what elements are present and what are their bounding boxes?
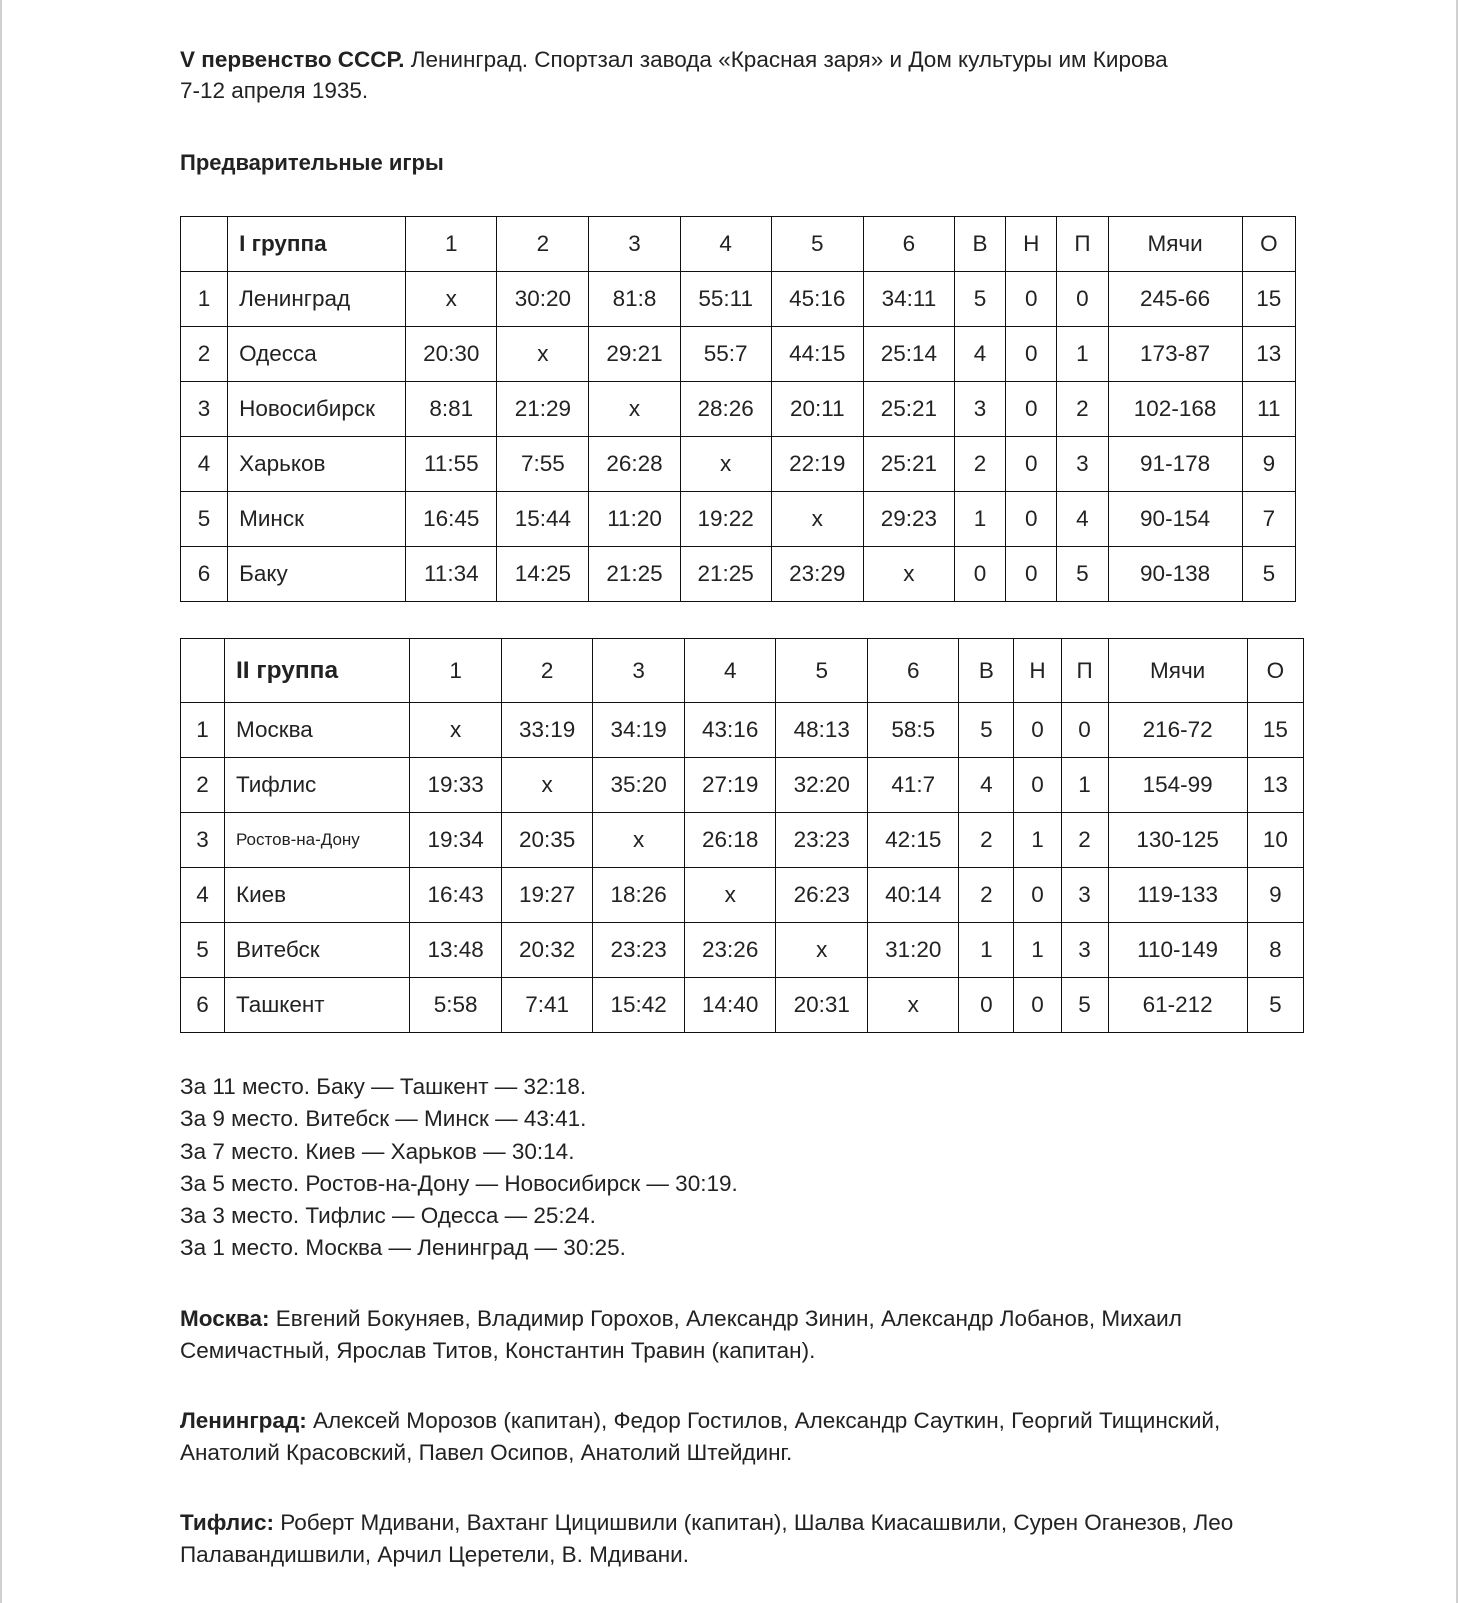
score-cell: 55:7 [680,327,771,382]
roster-team: Тифлис: [180,1509,274,1535]
score-cell: 11:34 [406,547,497,602]
team-name: Киев [224,868,409,923]
score-cell: 33:19 [502,703,593,758]
score-cell: 3 [1061,923,1108,978]
placement-line: За 5 место. Ростов-на-Дону — Новосибирск — 30:19. [180,1170,738,1196]
header-cell: 1 [410,639,502,703]
score-cell: x [771,492,863,547]
score-cell: 2 [954,437,1005,492]
team-name: Новосибирск [228,382,406,437]
score-cell: 173-87 [1108,327,1242,382]
score-cell: 15 [1247,703,1303,758]
score-cell: 20:32 [502,923,593,978]
score-cell: 32:20 [776,758,868,813]
score-cell: 0 [1006,437,1057,492]
score-cell: 0 [1014,703,1061,758]
score-cell: 20:35 [502,813,593,868]
team-name: Минск [228,492,406,547]
score-cell: 2 [1061,813,1108,868]
document-content [180,44,1320,1571]
group2-table [180,638,1304,1033]
row-number: 2 [181,758,225,813]
score-cell: 2 [959,868,1014,923]
row-number: 5 [181,923,225,978]
header-cell: Н [1014,639,1061,703]
score-cell: 13 [1247,758,1303,813]
row-number: 3 [181,382,228,437]
score-cell: 21:25 [680,547,771,602]
header-cell: 4 [680,217,771,272]
score-cell: x [589,382,680,437]
score-cell: 23:26 [685,923,776,978]
score-cell: 1 [959,923,1014,978]
group1-title: I группа [228,217,406,272]
score-cell: 55:11 [680,272,771,327]
score-cell: x [502,758,593,813]
score-cell: 23:29 [771,547,863,602]
header-cell: 5 [776,639,868,703]
score-cell: 13 [1242,327,1295,382]
score-cell: x [680,437,771,492]
team-name: Харьков [228,437,406,492]
team-name: Ростов-на-Дону [224,813,409,868]
score-cell: 2 [1057,382,1108,437]
score-cell: 19:27 [502,868,593,923]
score-cell: 5 [1242,547,1295,602]
score-cell: 1 [954,492,1005,547]
score-cell: 1 [1061,758,1108,813]
score-cell: 5 [1057,547,1108,602]
team-name: Баку [228,547,406,602]
score-cell: 28:26 [680,382,771,437]
score-cell: 1 [1057,327,1108,382]
score-cell: 0 [1057,272,1108,327]
score-cell: 90-138 [1108,547,1242,602]
header-cell: Мячи [1108,217,1242,272]
section-title: Предварительные игры [180,150,444,175]
score-cell: 27:19 [685,758,776,813]
header-cell: П [1057,217,1108,272]
score-cell: 22:19 [771,437,863,492]
score-cell: 1 [1014,813,1061,868]
row-number: 1 [181,272,228,327]
score-cell: 0 [954,547,1005,602]
score-cell: 21:25 [589,547,680,602]
header-blank [181,217,228,272]
score-cell: 8:81 [406,382,497,437]
score-cell: 3 [1057,437,1108,492]
table-row [181,547,1296,602]
score-cell: 5 [959,703,1014,758]
group1-table [180,216,1296,602]
score-cell: 119-133 [1108,868,1247,923]
score-cell: 4 [954,327,1005,382]
group2-title: II группа [224,639,409,703]
placement-results [180,1071,1320,1265]
score-cell: 25:21 [863,437,954,492]
score-cell: 3 [1061,868,1108,923]
roster-paragraph [180,1405,1320,1469]
score-cell: 40:14 [868,868,959,923]
score-cell: 31:20 [868,923,959,978]
header-cell: В [959,639,1014,703]
score-cell: 15:44 [497,492,589,547]
row-number: 4 [181,868,225,923]
score-cell: x [406,272,497,327]
score-cell: 7:55 [497,437,589,492]
title-dates: 7-12 апреля 1935. [180,78,369,103]
row-number: 6 [181,547,228,602]
score-cell: 90-154 [1108,492,1242,547]
roster-paragraph [180,1303,1320,1367]
score-cell: 0 [1006,382,1057,437]
score-cell: 26:28 [589,437,680,492]
table-row [181,978,1304,1033]
team-name: Тифлис [224,758,409,813]
placement-line: За 1 место. Москва — Ленинград — 30:25. [180,1235,626,1261]
score-cell: 5 [1061,978,1108,1033]
score-cell: 21:29 [497,382,589,437]
score-cell: 19:22 [680,492,771,547]
score-cell: 216-72 [1108,703,1247,758]
row-number: 3 [181,813,225,868]
score-cell: 23:23 [593,923,685,978]
score-cell: 16:43 [410,868,502,923]
team-rosters [180,1303,1320,1571]
roster-team: Ленинград: [180,1407,307,1433]
score-cell: 154-99 [1108,758,1247,813]
header-cell: О [1247,639,1303,703]
score-cell: 9 [1247,868,1303,923]
score-cell: 34:19 [593,703,685,758]
score-cell: 11 [1242,382,1295,437]
score-cell: x [776,923,868,978]
header-cell: 6 [868,639,959,703]
score-cell: 130-125 [1108,813,1247,868]
score-cell: 19:34 [410,813,502,868]
header-blank [181,639,225,703]
header-cell: 4 [685,639,776,703]
roster-players: Алексей Морозов (капитан), Федор Гостилов, Александр Сауткин, Георгий Тищинский, Анатолий Красовский, Павел Осипов, Анатолий Штейдинг. [180,1407,1221,1465]
score-cell: 35:20 [593,758,685,813]
header-cell: 5 [771,217,863,272]
score-cell: 4 [959,758,1014,813]
header-cell: 3 [589,217,680,272]
header-cell: 3 [593,639,685,703]
header-cell: 2 [502,639,593,703]
score-cell: 102-168 [1108,382,1242,437]
roster-paragraph [180,1507,1320,1571]
score-cell: x [497,327,589,382]
score-cell: 8 [1247,923,1303,978]
score-cell: 19:33 [410,758,502,813]
placement-line: За 11 место. Баку — Ташкент — 32:18. [180,1074,587,1099]
score-cell: 43:16 [685,703,776,758]
placement-line: За 9 место. Витебск — Минск — 43:41. [180,1106,587,1132]
placement-line: За 3 место. Тифлис — Одесса — 25:24. [180,1203,596,1229]
roster-team: Москва: [180,1305,270,1331]
group2-header-row [181,639,1304,703]
score-cell: 61-212 [1108,978,1247,1033]
score-cell: 25:14 [863,327,954,382]
table-row [181,327,1296,382]
score-cell: 4 [1057,492,1108,547]
score-cell: x [868,978,959,1033]
score-cell: 14:25 [497,547,589,602]
table-row [181,813,1304,868]
score-cell: 16:45 [406,492,497,547]
team-name: Ленинград [228,272,406,327]
score-cell: 1 [1014,923,1061,978]
score-cell: 15 [1242,272,1295,327]
score-cell: 3 [954,382,1005,437]
row-number: 1 [181,703,225,758]
score-cell: 34:11 [863,272,954,327]
header-cell: В [954,217,1005,272]
score-cell: 14:40 [685,978,776,1033]
score-cell: x [863,547,954,602]
roster-players: Роберт Мдивани, Вахтанг Цицишвили (капитан), Шалва Киасашвили, Сурен Оганезов, Лео Палавандишвили, Арчил Церетели, В. Мдивани. [180,1509,1234,1567]
team-name: Витебск [224,923,409,978]
title-bold: V первенство СССР. [180,47,405,72]
score-cell: x [593,813,685,868]
score-cell: 20:31 [776,978,868,1033]
team-name: Ташкент [224,978,409,1033]
header-cell: О [1242,217,1295,272]
title-rest: Ленинград. Спортзал завода «Красная заря» и Дом культуры им Кирова [404,47,1168,72]
score-cell: 45:16 [771,272,863,327]
score-cell: 5 [1247,978,1303,1033]
header-cell: П [1061,639,1108,703]
score-cell: 29:21 [589,327,680,382]
table-row [181,382,1296,437]
row-number: 6 [181,978,225,1033]
score-cell: 81:8 [589,272,680,327]
score-cell: 0 [959,978,1014,1033]
header-cell: Мячи [1108,639,1247,703]
score-cell: 0 [1006,272,1057,327]
score-cell: 0 [1014,868,1061,923]
placement-line: За 7 место. Киев — Харьков — 30:14. [180,1138,575,1164]
score-cell: 11:55 [406,437,497,492]
header-cell: 6 [863,217,954,272]
score-cell: 0 [1014,978,1061,1033]
document-title [180,44,1320,106]
score-cell: 11:20 [589,492,680,547]
score-cell: 13:48 [410,923,502,978]
score-cell: 5 [954,272,1005,327]
score-cell: 0 [1006,547,1057,602]
score-cell: 26:23 [776,868,868,923]
score-cell: 30:20 [497,272,589,327]
score-cell: 9 [1242,437,1295,492]
score-cell: 2 [959,813,1014,868]
score-cell: 48:13 [776,703,868,758]
table-row [181,437,1296,492]
row-number: 4 [181,437,228,492]
score-cell: 20:30 [406,327,497,382]
score-cell: 0 [1014,758,1061,813]
score-cell: 15:42 [593,978,685,1033]
table-row [181,272,1296,327]
score-cell: 0 [1006,492,1057,547]
score-cell: 245-66 [1108,272,1242,327]
roster-players: Евгений Бокуняев, Владимир Горохов, Александр Зинин, Александр Лобанов, Михаил Семичастный, Ярослав Титов, Константин Травин (капитан). [180,1305,1182,1363]
row-number: 5 [181,492,228,547]
score-cell: 25:21 [863,382,954,437]
score-cell: 110-149 [1108,923,1247,978]
score-cell: 5:58 [410,978,502,1033]
team-name: Одесса [228,327,406,382]
score-cell: 0 [1061,703,1108,758]
score-cell: 42:15 [868,813,959,868]
header-cell: 1 [406,217,497,272]
score-cell: 44:15 [771,327,863,382]
table-row [181,703,1304,758]
score-cell: 29:23 [863,492,954,547]
score-cell: 0 [1006,327,1057,382]
score-cell: 58:5 [868,703,959,758]
score-cell: x [685,868,776,923]
table-row [181,758,1304,813]
table-row [181,492,1296,547]
score-cell: 26:18 [685,813,776,868]
row-number: 2 [181,327,228,382]
team-name: Москва [224,703,409,758]
score-cell: 20:11 [771,382,863,437]
score-cell: x [410,703,502,758]
score-cell: 41:7 [868,758,959,813]
group1-header-row [181,217,1296,272]
score-cell: 18:26 [593,868,685,923]
score-cell: 10 [1247,813,1303,868]
score-cell: 7 [1242,492,1295,547]
score-cell: 23:23 [776,813,868,868]
table-row [181,868,1304,923]
header-cell: Н [1006,217,1057,272]
score-cell: 7:41 [502,978,593,1033]
score-cell: 91-178 [1108,437,1242,492]
header-cell: 2 [497,217,589,272]
table-row [181,923,1304,978]
